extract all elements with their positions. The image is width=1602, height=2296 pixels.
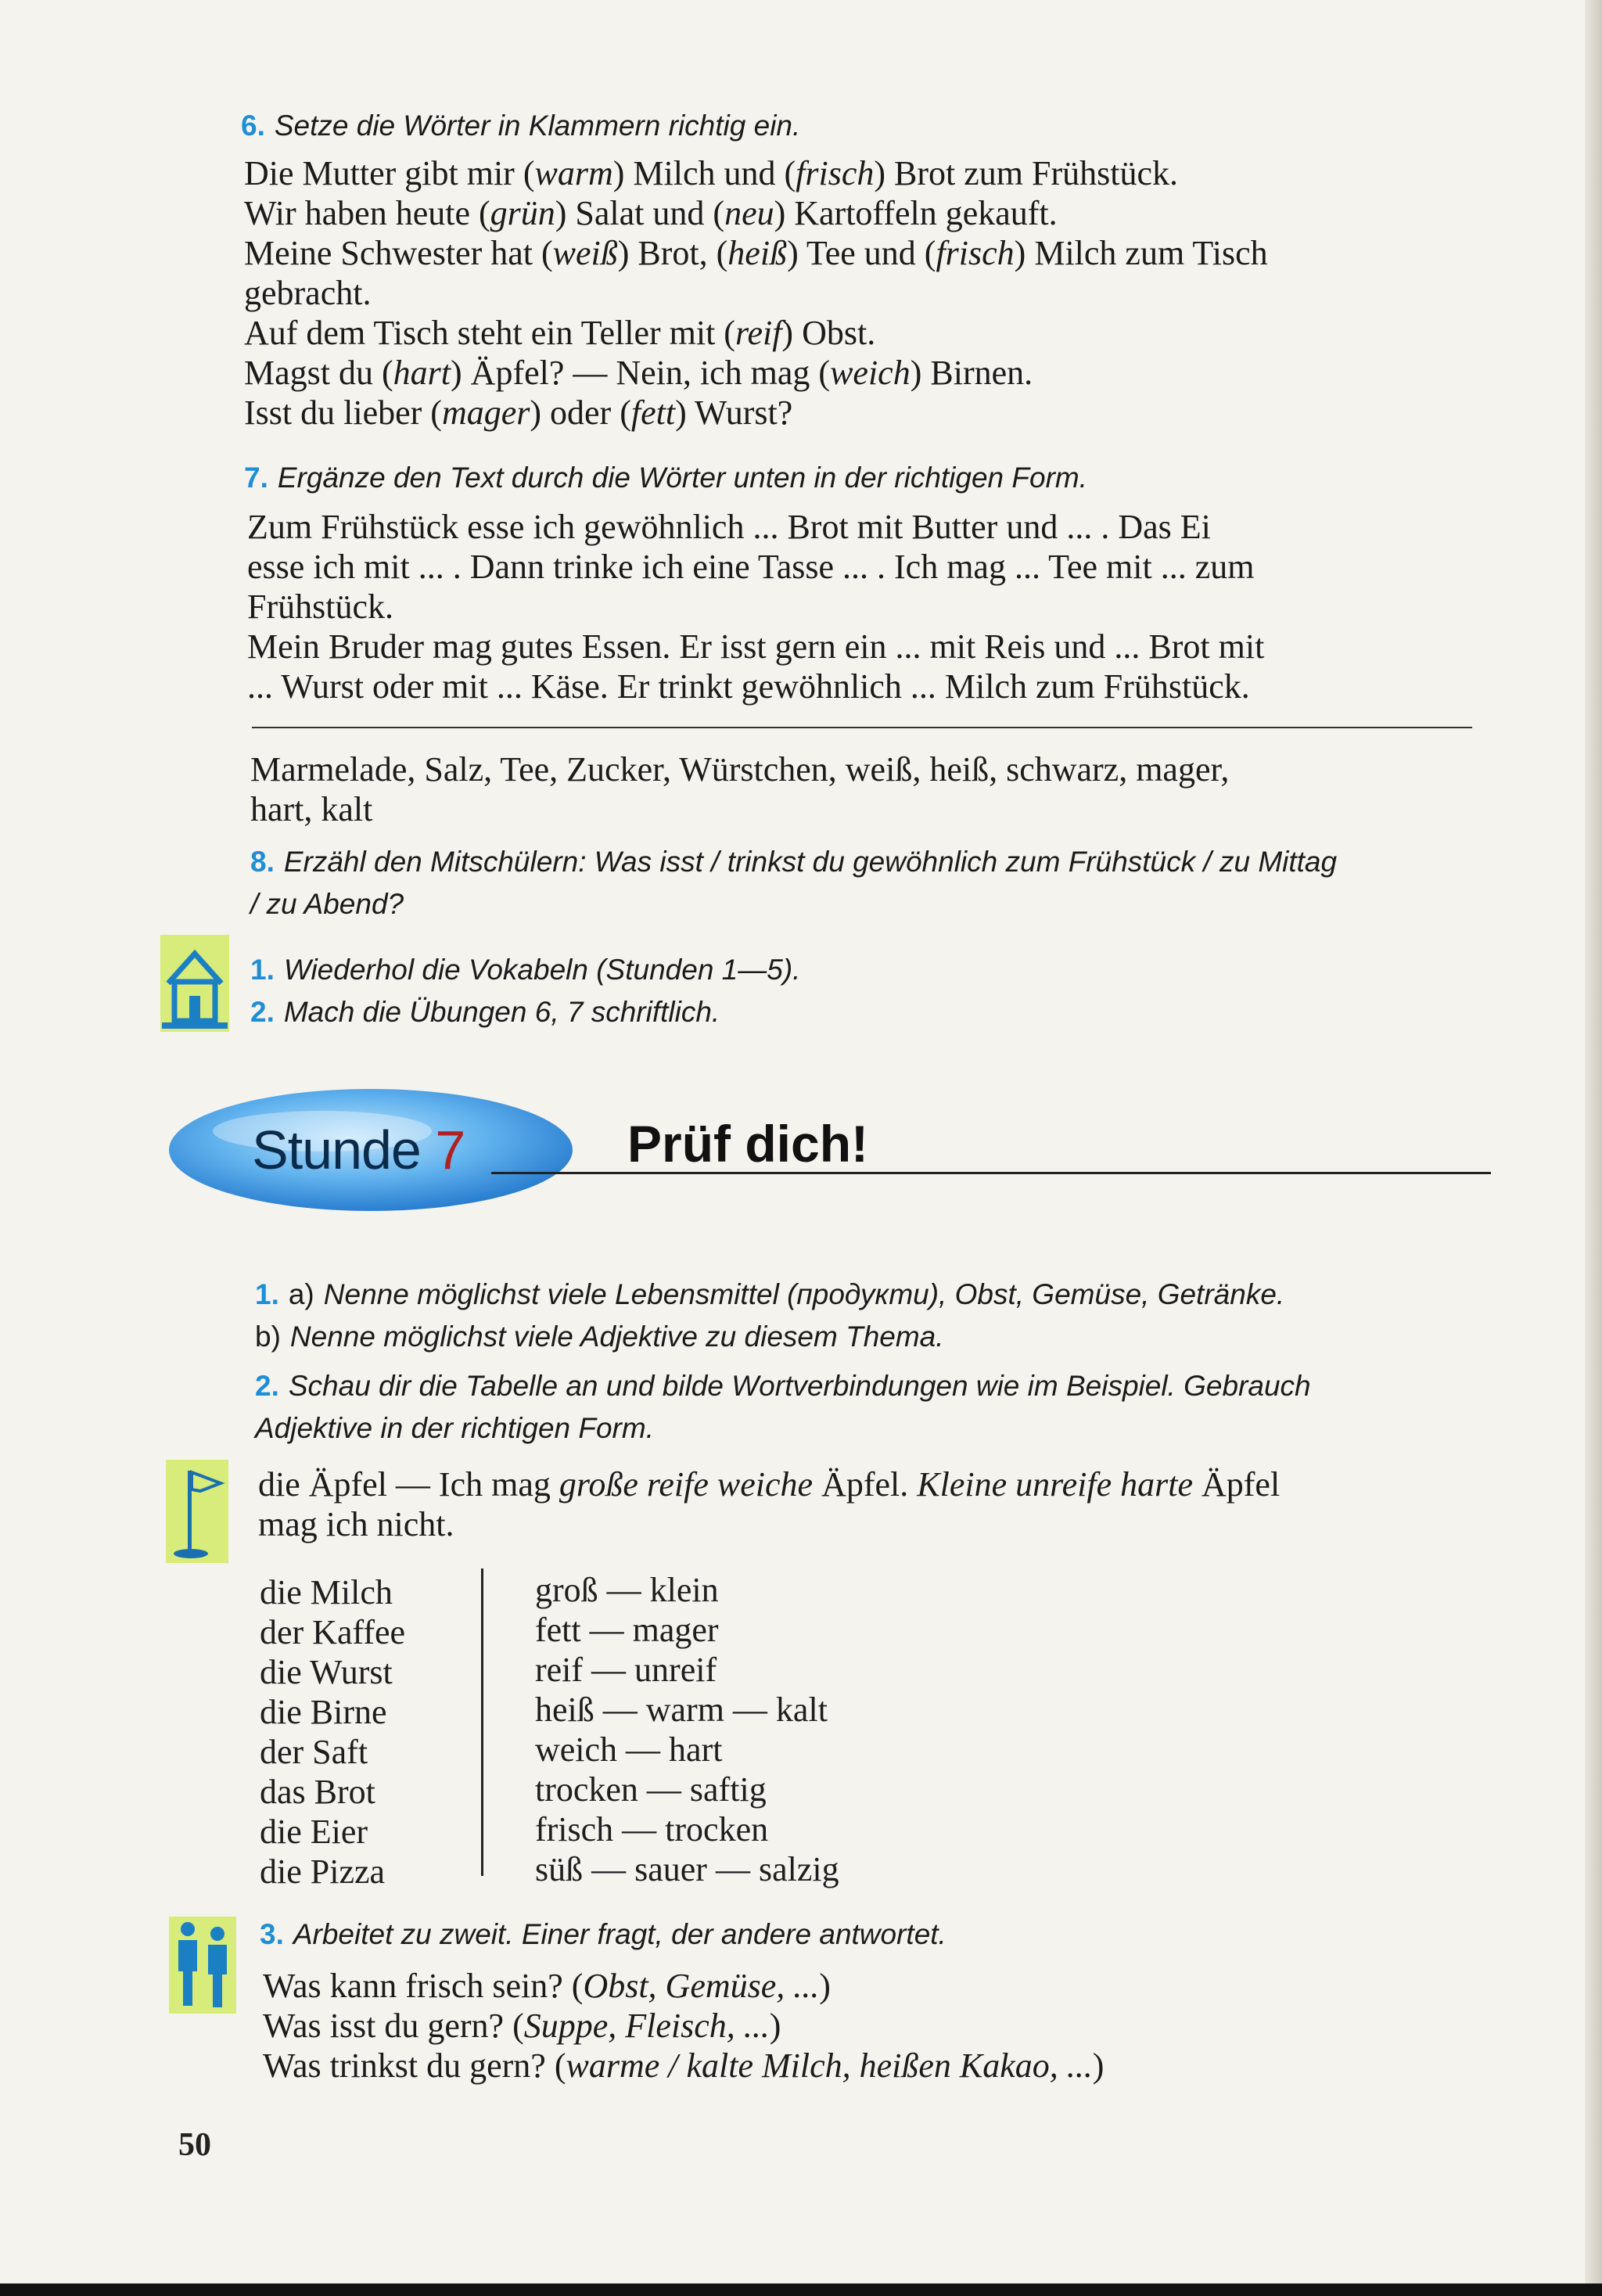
pair-work-icon bbox=[169, 1917, 236, 2014]
table-divider bbox=[481, 1568, 483, 1876]
adjective-cell: trocken — saftig bbox=[535, 1770, 767, 1809]
text-line: ... Wurst oder mit ... Käse. Er trinkt gewöhnlich ... Milch zum Frühstück. bbox=[247, 667, 1250, 706]
text-line: Was kann frisch sein? (Obst, Gemüse, ...) bbox=[263, 1967, 831, 2005]
exercise-7-instruction bbox=[244, 457, 1087, 499]
text-line: Was trinkst du gern? (warme / kalte Milch, heißen Kakao, ...) bbox=[263, 2046, 1105, 2085]
lesson-label bbox=[252, 1119, 465, 1181]
item-text: Wiederhol die Vokabeln (Stunden 1—5). bbox=[283, 954, 801, 986]
instruction-text: Adjektive in der richtigen Form. bbox=[255, 1412, 654, 1444]
text-line: die Äpfel — Ich mag große reife weiche Äpfel. Kleine unreife harte Äpfel bbox=[258, 1465, 1281, 1504]
text-line: mag ich nicht. bbox=[258, 1505, 454, 1543]
noun-column bbox=[260, 1572, 405, 1892]
exercise-6-text bbox=[244, 153, 1268, 433]
exercise-8-instruction bbox=[250, 841, 1337, 925]
adjective-cell: heiß — warm — kalt bbox=[535, 1691, 828, 1729]
task-number: 1. bbox=[255, 1278, 279, 1310]
text-line: Die Mutter gibt mir (warm) Milch und (frisch) Brot zum Frühstück. bbox=[244, 154, 1179, 192]
lesson-number: 7 bbox=[435, 1119, 465, 1180]
text-line: Meine Schwester hat (weiß) Brot, (heiß) Tee und (frisch) Milch zum Tisch bbox=[244, 234, 1268, 272]
noun-cell: die Eier bbox=[260, 1813, 368, 1851]
exercise-number: 7. bbox=[244, 462, 268, 494]
text-line: Mein Bruder mag gutes Essen. Er isst gern ein ... mit Reis und ... Brot mit bbox=[247, 627, 1265, 666]
noun-cell: die Birne bbox=[260, 1693, 387, 1731]
subtask-text: Nenne möglichst viele Adjektive zu diesem Thema. bbox=[289, 1320, 944, 1353]
instruction-text: Setze die Wörter in Klammern richtig ein. bbox=[274, 110, 801, 142]
noun-cell: die Wurst bbox=[260, 1653, 393, 1691]
text-line: Wir haben heute (grün) Salat und (neu) Kartoffeln gekauft. bbox=[244, 194, 1058, 232]
adjective-cell: weich — hart bbox=[535, 1730, 723, 1769]
flag-icon bbox=[166, 1460, 228, 1563]
task-number: 3. bbox=[260, 1918, 284, 1950]
text-line: Frühstück. bbox=[247, 587, 393, 626]
page-number: 50 bbox=[178, 2127, 211, 2163]
lesson-title: Prüf dich! bbox=[627, 1115, 868, 1173]
text-line: Isst du lieber (mager) oder (fett) Wurst? bbox=[244, 393, 793, 432]
noun-cell: das Brot bbox=[260, 1773, 375, 1811]
instruction-text: Schau dir die Tabelle an und bilde Wortverbindungen wie im Beispiel. Gebrauch bbox=[288, 1370, 1311, 1402]
text-line: Was isst du gern? (Suppe, Fleisch, ...) bbox=[263, 2007, 781, 2045]
subtask-prefix: b) bbox=[255, 1320, 281, 1353]
subtask-text: Nenne möglichst viele Lebensmittel (продукти), Obst, Gemüse, Getränke. bbox=[323, 1278, 1285, 1310]
instruction-text: Arbeitet zu zweit. Einer fragt, der andere antwortet. bbox=[293, 1918, 946, 1950]
instruction-text: / zu Abend? bbox=[250, 888, 404, 920]
page-edge bbox=[1585, 0, 1602, 2296]
subtask-prefix: a) bbox=[288, 1278, 314, 1310]
homework-item bbox=[250, 949, 800, 991]
task-2-instruction bbox=[255, 1365, 1311, 1450]
noun-cell: der Kaffee bbox=[260, 1613, 406, 1651]
text-line: hart, kalt bbox=[250, 790, 373, 828]
item-text: Mach die Übungen 6, 7 schriftlich. bbox=[283, 996, 720, 1028]
page-bottom-edge bbox=[0, 2283, 1602, 2296]
exercise-6-instruction bbox=[241, 105, 800, 147]
adjective-cell: frisch — trocken bbox=[535, 1810, 769, 1849]
noun-cell: der Saft bbox=[260, 1733, 368, 1771]
noun-cell: die Pizza bbox=[260, 1852, 386, 1891]
house-icon bbox=[160, 935, 229, 1032]
task-3-instruction bbox=[260, 1913, 946, 1956]
text-line: Auf dem Tisch steht ein Teller mit (reif) Obst. bbox=[244, 314, 876, 352]
exercise-number: 6. bbox=[241, 110, 265, 142]
item-number: 2. bbox=[250, 996, 275, 1028]
task-3-questions bbox=[263, 1966, 1104, 2086]
adjective-cell: reif — unreif bbox=[535, 1651, 717, 1689]
lesson-word: Stunde bbox=[252, 1119, 421, 1180]
noun-cell: die Milch bbox=[260, 1573, 393, 1612]
exercise-7-text bbox=[247, 507, 1264, 706]
divider bbox=[252, 727, 1472, 728]
word-bank bbox=[250, 749, 1229, 829]
homework-list bbox=[250, 949, 800, 1033]
text-line: esse ich mit ... . Dann trinke ich eine Tasse ... . Ich mag ... Tee mit ... zum bbox=[247, 548, 1255, 586]
adjective-cell: fett — mager bbox=[535, 1611, 719, 1649]
item-number: 1. bbox=[250, 954, 275, 986]
task-2-example bbox=[258, 1464, 1280, 1544]
text-line: Marmelade, Salz, Tee, Zucker, Würstchen, weiß, heiß, schwarz, mager, bbox=[250, 750, 1230, 789]
adjective-cell: groß — klein bbox=[535, 1571, 719, 1609]
homework-item bbox=[250, 991, 800, 1033]
adjective-column bbox=[535, 1570, 839, 1889]
text-line: Magst du (hart) Äpfel? — Nein, ich mag (weich) Birnen. bbox=[244, 354, 1033, 392]
task-1 bbox=[255, 1274, 1284, 1358]
instruction-text: Erzähl den Mitschülern: Was isst / trinkst du gewöhnlich zum Frühstück / zu Mittag bbox=[283, 846, 1338, 878]
text-line: Zum Frühstück esse ich gewöhnlich ... Brot mit Butter und ... . Das Ei bbox=[247, 508, 1211, 546]
exercise-number: 8. bbox=[250, 846, 275, 878]
task-number: 2. bbox=[255, 1370, 279, 1402]
text-line: gebracht. bbox=[244, 274, 372, 312]
instruction-text: Ergänze den Text durch die Wörter unten in der richtigen Form. bbox=[277, 462, 1088, 494]
adjective-cell: süß — sauer — salzig bbox=[535, 1850, 839, 1888]
